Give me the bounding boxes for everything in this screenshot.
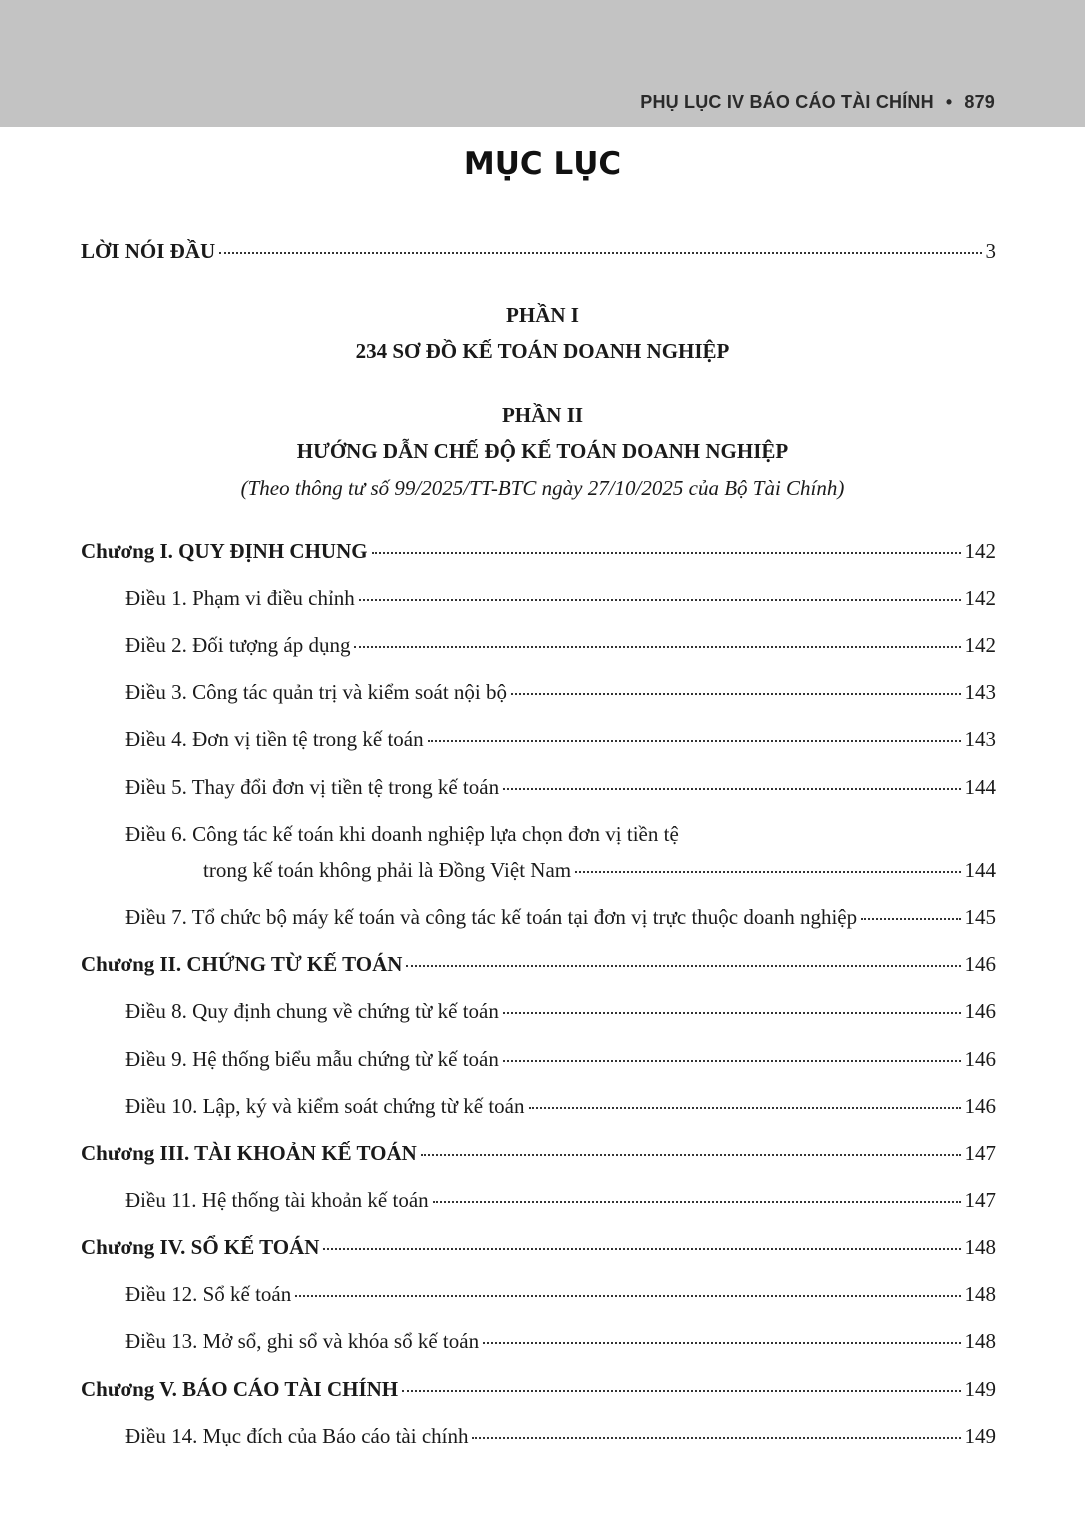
dot-leader [323, 1247, 960, 1250]
toc-article[interactable] [125, 1046, 996, 1072]
running-head [640, 92, 995, 113]
toc-entry-label: Điều 9. Hệ thống biểu mẫu chứng từ kế toán [125, 1047, 499, 1071]
dot-leader [433, 1200, 961, 1203]
toc-entry-page: 146 [964, 999, 996, 1023]
toc-entry-label: trong kế toán không phải là Đồng Việt Nam [203, 858, 572, 882]
toc-entry-page: 146 [964, 1094, 996, 1118]
toc-entry-label: Điều 5. Thay đổi đơn vị tiền tệ trong kế toán [125, 775, 500, 799]
dot-leader [219, 251, 981, 254]
toc-entry-page: 146 [964, 1047, 996, 1071]
toc-article[interactable] [125, 774, 996, 800]
toc-entry-label: Chương I. QUY ĐỊNH CHUNG [81, 539, 368, 563]
dot-leader [483, 1341, 960, 1344]
dot-leader [503, 787, 960, 790]
dot-leader [575, 870, 960, 873]
dot-leader [503, 1011, 961, 1014]
part2-subtitle: (Theo thông tư số 99/2025/TT-BTC ngày 27/10/2025 của Bộ Tài Chính) [240, 476, 845, 500]
dot-leader [428, 739, 961, 742]
toc-article[interactable] [125, 632, 996, 658]
toc-entry-page: 149 [964, 1377, 996, 1401]
dot-leader [354, 645, 960, 648]
dot-leader [503, 1059, 961, 1062]
toc-entry-page: 147 [964, 1188, 996, 1212]
dot-leader [359, 598, 961, 601]
toc-chapter[interactable] [81, 538, 996, 564]
toc-article[interactable] [125, 1328, 996, 1354]
toc-entry-page: 142 [964, 586, 996, 610]
toc-entry-label: Chương II. CHỨNG TỪ KẾ TOÁN [81, 952, 403, 976]
page-title: MỤC LỤC [463, 146, 622, 182]
toc-entry-label: Điều 12. Sổ kế toán [125, 1282, 292, 1306]
toc-entry-page: 142 [964, 539, 996, 563]
dot-leader [372, 551, 961, 554]
toc-entry-page: 147 [964, 1141, 996, 1165]
toc-article[interactable] [125, 1281, 996, 1307]
toc-article[interactable] [125, 998, 996, 1024]
toc-entry-page: 148 [964, 1329, 996, 1353]
toc-entry-page: 142 [964, 633, 996, 657]
toc-article[interactable] [125, 679, 996, 705]
toc-article[interactable] [125, 585, 996, 611]
toc-article[interactable] [125, 726, 996, 752]
toc-entry-preface[interactable] [81, 238, 996, 264]
dot-leader [511, 692, 960, 695]
toc-entry-label: Điều 13. Mở sổ, ghi sổ và khóa sổ kế toán [125, 1329, 480, 1353]
toc-entry-label: Điều 7. Tổ chức bộ máy kế toán và công tác kế toán tại đơn vị trực thuộc doanh nghiệp [125, 905, 858, 929]
toc-entry-label: Điều 2. Đối tượng áp dụng [125, 633, 351, 657]
part2-title: HƯỚNG DẪN CHẾ ĐỘ KẾ TOÁN DOANH NGHIỆP [296, 439, 789, 463]
toc-entry-page: 149 [964, 1424, 996, 1448]
dot-leader [421, 1153, 961, 1156]
toc-chapter[interactable] [81, 1234, 996, 1260]
dot-leader [529, 1106, 961, 1109]
separator-dot: • [945, 92, 953, 112]
toc-chapter[interactable] [81, 1376, 996, 1402]
toc-entry-label: Điều 14. Mục đích của Báo cáo tài chính [125, 1424, 469, 1448]
toc-entry-label: Điều 4. Đơn vị tiền tệ trong kế toán [125, 727, 424, 751]
toc-entry-page: 143 [964, 727, 996, 751]
part1-title: 234 SƠ ĐỒ KẾ TOÁN DOANH NGHIỆP [355, 339, 730, 363]
running-title: PHỤ LỤC IV BÁO CÁO TÀI CHÍNH [640, 92, 934, 112]
part2-heading: PHẦN II [501, 403, 584, 427]
toc-entry-page: 146 [964, 952, 996, 976]
toc-article[interactable] [125, 1187, 996, 1213]
toc-entry-label: Chương III. TÀI KHOẢN KẾ TOÁN [81, 1141, 417, 1165]
dot-leader [402, 1389, 960, 1392]
dot-leader [472, 1436, 960, 1439]
toc-article[interactable] [125, 904, 996, 930]
toc-entry-page: 144 [964, 775, 996, 799]
toc-entry-label: Điều 1. Phạm vi điều chỉnh [125, 586, 355, 610]
dot-leader [861, 917, 960, 920]
toc-entry-page: 3 [985, 239, 996, 263]
toc-entry-label: Điều 3. Công tác quản trị và kiểm soát nội bộ [125, 680, 508, 704]
toc-entry-page: 145 [964, 905, 996, 929]
toc-entry-page: 144 [964, 858, 996, 882]
toc-entry-label: Chương IV. SỔ KẾ TOÁN [81, 1235, 320, 1259]
toc-entry-label: Điều 8. Quy định chung về chứng từ kế toán [125, 999, 499, 1023]
toc-entry-label: Điều 10. Lập, ký và kiểm soát chứng từ kế toán [125, 1094, 525, 1118]
toc-chapter[interactable] [81, 1140, 996, 1166]
dot-leader [295, 1294, 960, 1297]
toc-entry-label: Điều 11. Hệ thống tài khoản kế toán [125, 1188, 429, 1212]
header-page-number: 879 [964, 92, 995, 112]
dot-leader [406, 964, 960, 967]
toc-entry-page: 143 [964, 680, 996, 704]
toc-article[interactable] [125, 1423, 996, 1449]
toc-entry-page: 148 [964, 1235, 996, 1259]
toc-article[interactable] [125, 1093, 996, 1119]
toc-entry-page: 148 [964, 1282, 996, 1306]
toc-chapter[interactable] [81, 951, 996, 977]
toc-article[interactable] [203, 857, 996, 883]
toc-entry-label: LỜI NÓI ĐẦU [81, 239, 216, 263]
toc-article-line1[interactable]: Điều 6. Công tác kế toán khi doanh nghiệp lựa chọn đơn vị tiền tệ [125, 822, 679, 846]
toc-entry-label: Chương V. BÁO CÁO TÀI CHÍNH [81, 1377, 399, 1401]
part1-heading: PHẦN I [506, 303, 579, 327]
